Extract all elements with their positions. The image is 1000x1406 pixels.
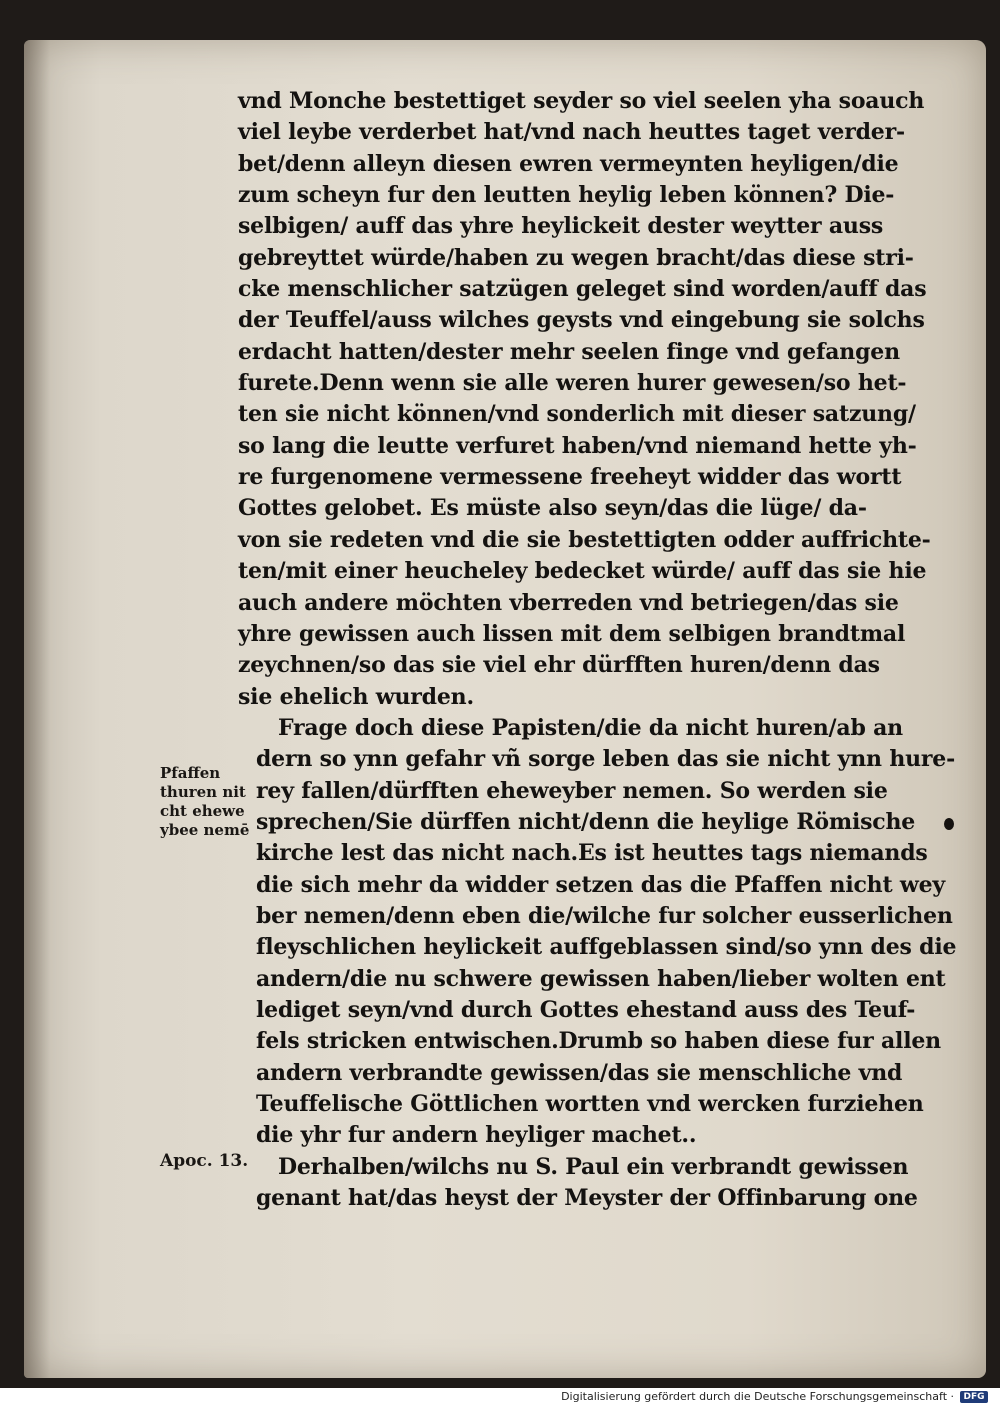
text-line: gebreyttet würde/haben zu wegen bracht/das diese stri-	[238, 244, 914, 271]
margin-note-apoc: Apoc. 13.	[160, 1151, 249, 1171]
text-line: zum scheyn fur den leutten heylig leben können? Die-	[238, 182, 895, 209]
paragraph-start-line: Frage doch diese Papisten/die da nicht huren/ab an	[278, 714, 903, 741]
text-line: kirche lest das nicht nach.Es ist heuttes tags niemands	[256, 840, 928, 867]
text-line: Teuffelische Göttlichen wortten vnd wercken furziehen	[256, 1091, 924, 1117]
digitization-footer	[0, 1388, 1000, 1406]
text-line: re furgenomene vermessene freeheyt widder das wortt	[238, 464, 902, 491]
text-line: erdacht hatten/dester mehr seelen finge vnd gefangen	[238, 338, 900, 365]
margin-note-line: ybee nemē	[160, 821, 250, 839]
text-line: Gottes gelobet. Es müste also seyn/das die lüge/ da-	[238, 495, 867, 522]
text-line: fleyschlichen heylickeit auffgeblassen sind/so ynn des die	[256, 934, 957, 961]
text-line: rey fallen/dürfften eheweyber nemen. So werden sie	[256, 777, 888, 804]
text-line: der Teuffel/auss wilches geysts vnd eingebung sie solchs	[238, 307, 925, 334]
text-line: von sie redeten vnd die sie bestettigten odder auffrichte-	[238, 526, 931, 553]
text-line: ten/mit einer heucheley bedecket würde/ auff das sie hie	[238, 558, 927, 585]
text-line: die yhr fur andern heyliger machet..	[256, 1122, 697, 1149]
text-line: dern so ynn gefahr vñ sorge leben das sie nicht ynn hure-	[256, 746, 956, 773]
text-line: selbigen/ auff das yhre heylickeit dester weytter auss	[238, 213, 884, 240]
text-line: ten sie nicht können/vnd sonderlich mit dieser satzung/	[238, 401, 916, 428]
text-line: so lang die leutte verfuret haben/vnd niemand hette yh-	[238, 432, 917, 459]
text-line: yhre gewissen auch lissen mit dem selbigen brandtmal	[238, 620, 906, 647]
text-line: fels stricken entwischen.Drumb so haben diese fur allen	[256, 1028, 941, 1055]
text-line: cke menschlicher satzügen geleget sind worden/auff das	[238, 276, 927, 303]
text-line: auch andere möchten vberreden vnd betriegen/das sie	[238, 589, 899, 616]
page-gutter-shadow	[24, 40, 50, 1378]
text-line: zeychnen/so das sie viel ehr dürfften huren/denn das	[238, 652, 880, 679]
text-line: die sich mehr da widder setzen das die Pfaffen nicht wey	[256, 871, 946, 898]
footer-credit-text: Digitalisierung gefördert durch die Deutsche Forschungsgemeinschaft ·	[561, 1390, 954, 1403]
dfg-logo: DFG	[960, 1391, 988, 1403]
margin-note-line: thuren nit	[160, 783, 246, 801]
text-line: furete.Denn wenn sie alle weren hurer gewesen/so het-	[238, 370, 907, 397]
text-line: lediget seyn/vnd durch Gottes ehestand auss des Teuf-	[256, 996, 916, 1023]
text-line: vnd Monche bestettiget seyder so viel seelen yha soauch	[238, 88, 925, 114]
ink-dot-mark	[944, 818, 954, 830]
main-text-block	[238, 86, 957, 1214]
text-line: andern verbrandte gewissen/das sie menschliche vnd	[256, 1059, 903, 1086]
text-line: sie ehelich wurden.	[238, 683, 474, 710]
margin-note-line: Pfaffen	[160, 764, 221, 782]
text-line: bet/denn alleyn diesen ewren vermeynten heyligen/die	[238, 150, 899, 177]
text-line: sprechen/Sie dürffen nicht/denn die heylige Römische	[256, 808, 916, 835]
text-line: andern/die nu schwere gewissen haben/lieber wolten ent	[256, 965, 946, 992]
text-line: ber nemen/denn eben die/wilche fur solcher eusserlichen	[256, 902, 953, 929]
text-line: genant hat/das heyst der Meyster der Offinbarung one	[256, 1185, 918, 1212]
paragraph-start-line: Derhalben/wilchs nu S. Paul ein verbrandt gewissen	[278, 1153, 909, 1180]
margin-note-pfaffen	[160, 764, 260, 840]
text-line: viel leybe verderbet hat/vnd nach heuttes taget verder-	[238, 119, 905, 146]
margin-note-line: cht ehewe	[160, 802, 245, 820]
